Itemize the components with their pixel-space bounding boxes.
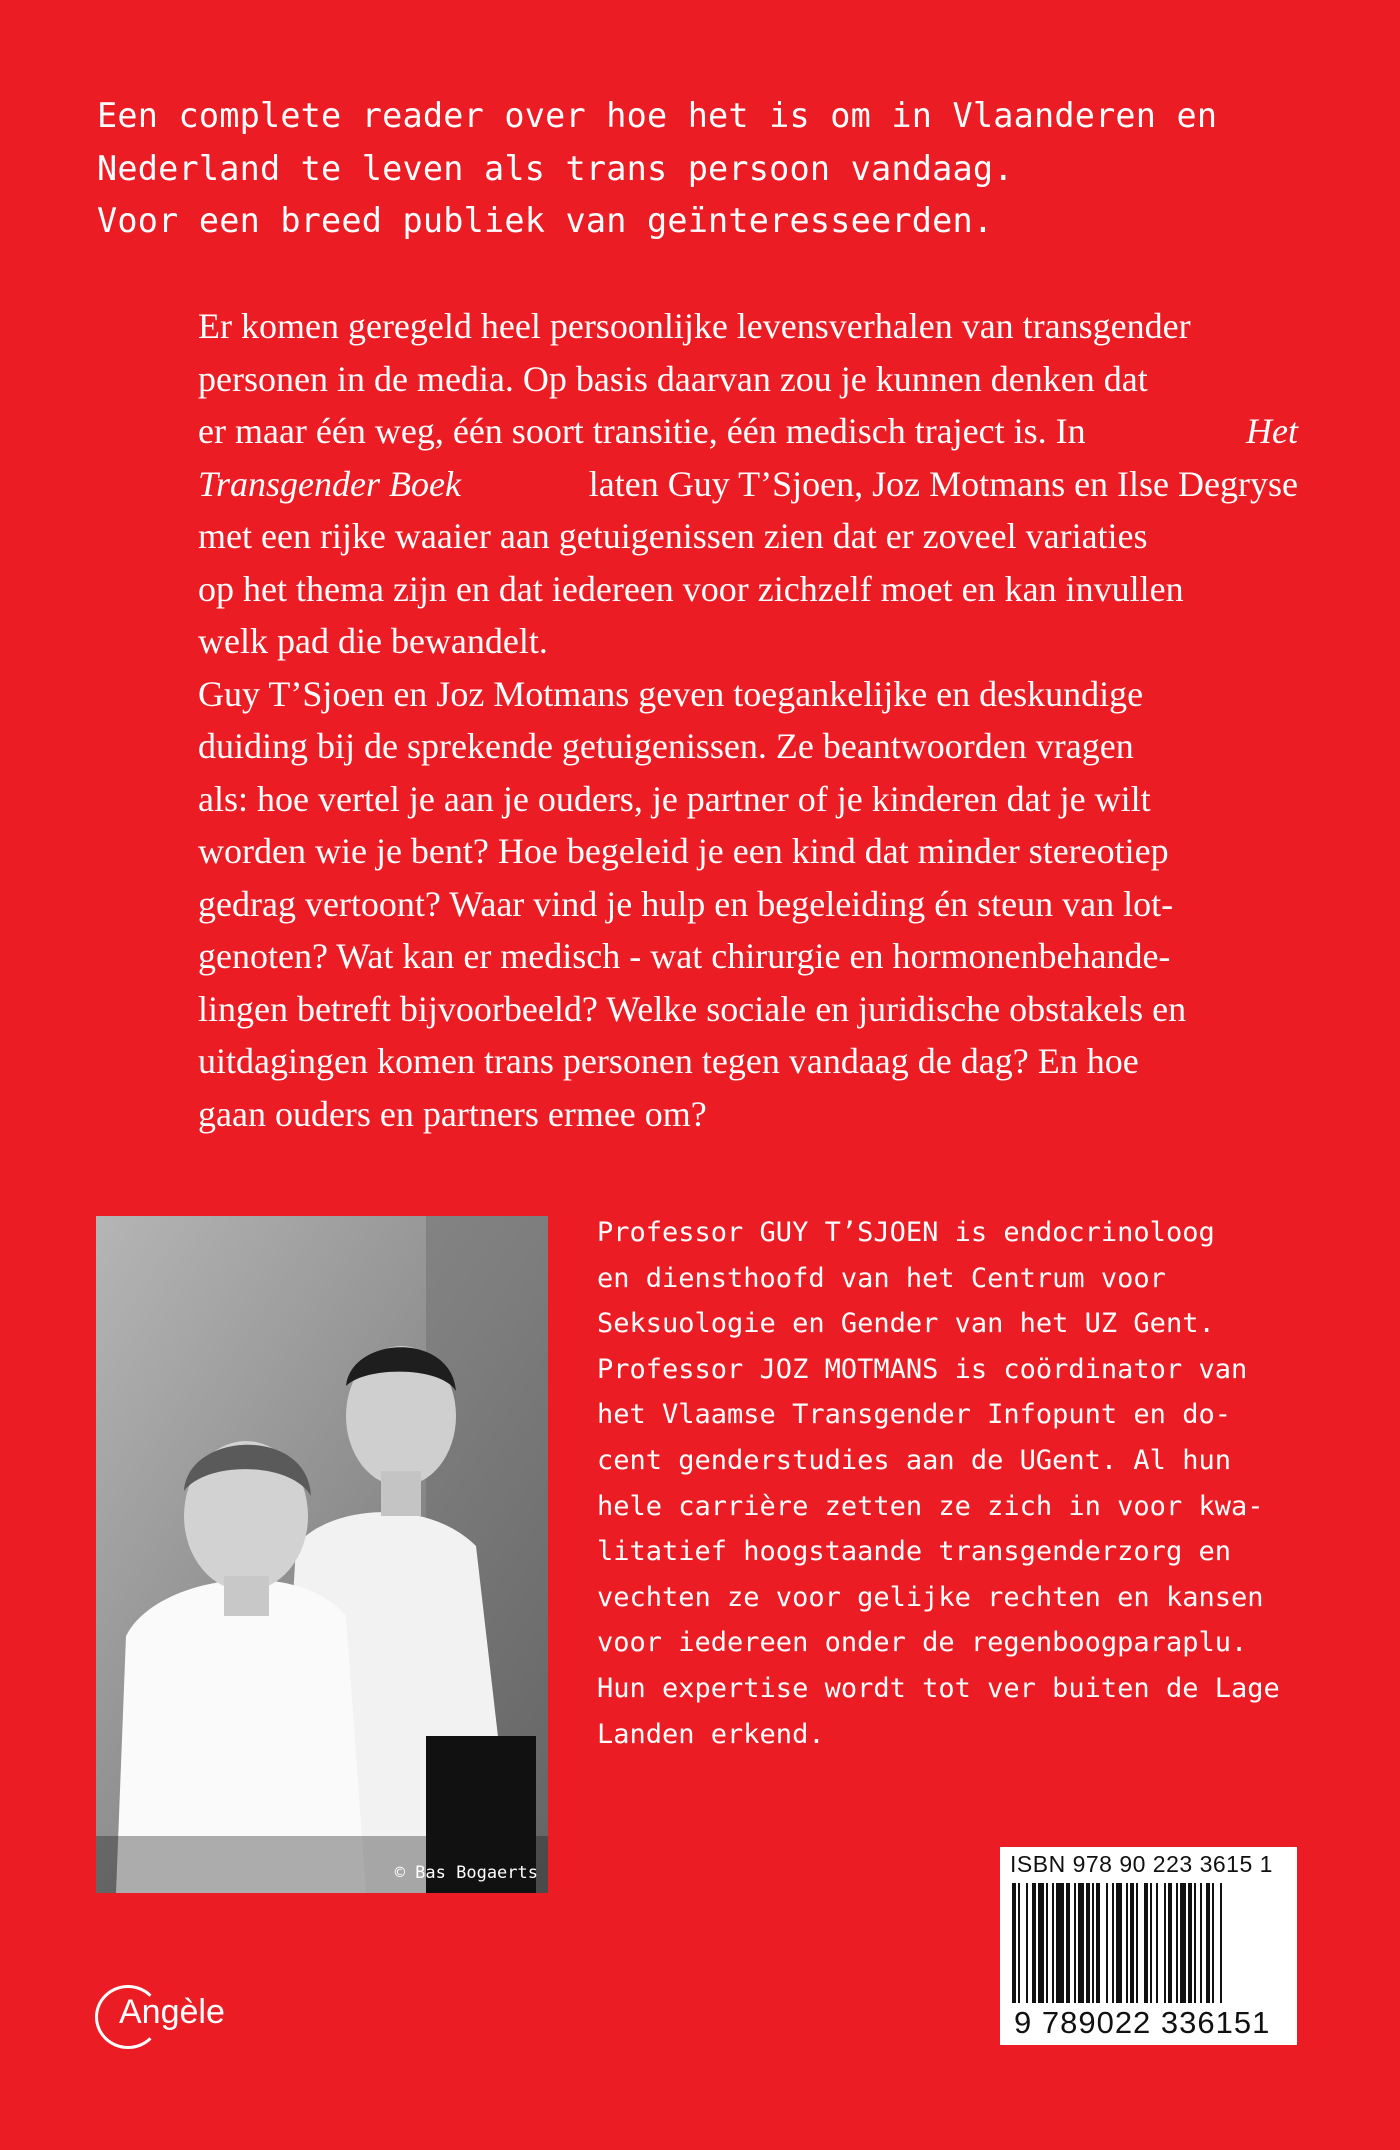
barcode-bar	[1116, 1883, 1122, 2003]
barcode-bar	[1164, 1883, 1166, 2003]
barcode-bar	[1096, 1883, 1100, 2003]
description-line: genoten? Wat kan er medisch - wat chirurgie en hormonenbehande-	[198, 936, 1171, 976]
barcode-bars	[1012, 1883, 1285, 2003]
barcode-bar	[1092, 1883, 1094, 2003]
barcode-bar	[1112, 1883, 1114, 2003]
barcode-bar	[1212, 1883, 1214, 2003]
bio-line: Seksuologie en Gender van het UZ Gent.	[597, 1308, 1215, 1340]
description-line: Er komen geregeld heel persoonlijke levensverhalen van transgender	[198, 306, 1191, 346]
description-line: Transgender Boek laten Guy T’Sjoen, Joz Motmans en Ilse Degryse	[198, 458, 1298, 511]
barcode-bar	[1026, 1883, 1028, 2003]
intro-line: Nederland te leven als trans persoon vandaag.	[97, 148, 1014, 188]
bio-line: cent genderstudies aan de UGent. Al hun	[597, 1444, 1231, 1476]
bio-line: Landen erkend.	[597, 1718, 825, 1750]
author-bio	[597, 1210, 1297, 1757]
description-line: lingen betreft bijvoorbeeld? Welke sociale en juridische obstakels en	[198, 988, 1187, 1029]
book-description	[198, 300, 1298, 1140]
description-line: duiding bij de sprekende getuigenissen. Ze beantwoorden vragen	[198, 726, 1134, 766]
barcode-bar	[1046, 1883, 1048, 2003]
description-line: als: hoe vertel je aan je ouders, je partner of je kinderen dat je wilt	[198, 778, 1151, 819]
intro-text	[97, 90, 1337, 248]
book-title-part: Het	[1246, 411, 1298, 451]
barcode-bar	[1074, 1883, 1076, 2003]
description-line: op het thema zijn en dat iedereen voor zichzelf moet en kan invullen	[198, 568, 1184, 609]
publisher-logo	[95, 1985, 235, 2055]
barcode-bar	[1144, 1883, 1148, 2003]
bio-line: en diensthoofd van het Centrum voor	[597, 1262, 1166, 1294]
barcode-bar	[1066, 1883, 1070, 2003]
barcode-bar	[1052, 1883, 1054, 2003]
barcode-bar	[1220, 1883, 1222, 2003]
author-photo-illustration	[96, 1216, 548, 1893]
author-photo	[96, 1216, 548, 1893]
bio-line: Professor JOZ MOTMANS is coördinator van	[597, 1353, 1248, 1385]
barcode-bar	[1018, 1883, 1020, 2003]
description-line: personen in de media. Op basis daarvan zou je kunnen denken dat	[198, 358, 1148, 399]
photo-credit: © Bas Bogaerts	[394, 1863, 538, 1883]
description-line: gedrag vertoont? Waar vind je hulp en begeleiding én steun van lot-	[198, 883, 1174, 924]
bio-line: hele carrière zetten ze zich in voor kwa-	[597, 1490, 1264, 1522]
description-line: Guy T’Sjoen en Joz Motmans geven toegankelijke en deskundige	[198, 673, 1144, 714]
bio-line: litatief hoogstaande transgenderzorg en	[597, 1536, 1231, 1568]
bio-line: Hun expertise wordt tot ver buiten de Lage	[597, 1672, 1280, 1704]
description-line: er maar één weg, één soort transitie, één medisch traject is. In Het	[198, 405, 1298, 458]
bio-line: Professor GUY T’SJOEN is endocrinoloog	[597, 1217, 1215, 1248]
barcode-bar	[1200, 1883, 1202, 2003]
barcode-bar	[1126, 1883, 1128, 2003]
barcode-digits: 9 789022 336151	[1014, 2005, 1271, 2040]
barcode-bar	[1086, 1883, 1090, 2003]
barcode-bar	[1012, 1883, 1016, 2003]
barcode-bar	[1188, 1883, 1192, 2003]
barcode-bar	[1106, 1883, 1108, 2003]
barcode-bar	[1176, 1883, 1178, 2003]
barcode-bar	[1038, 1883, 1044, 2003]
description-line: uitdagingen komen trans personen tegen vandaag de dag? En hoe	[198, 1041, 1139, 1081]
barcode-bar	[1168, 1883, 1172, 2003]
description-line: gaan ouders en partners ermee om?	[198, 1093, 707, 1134]
book-title-part: Transgender Boek	[198, 463, 461, 504]
bio-line: vechten ze voor gelijke rechten en kansen	[597, 1581, 1264, 1613]
bio-line: het Vlaamse Transgender Infopunt en do-	[597, 1399, 1231, 1431]
description-line: welk pad die bewandelt.	[198, 621, 548, 661]
barcode-bar	[1032, 1883, 1036, 2003]
barcode-bar	[1206, 1883, 1210, 2003]
publisher-name: Angèle	[119, 1993, 225, 2031]
barcode-bar	[1150, 1883, 1152, 2003]
isbn-label: ISBN 978 90 223 3615 1	[1010, 1851, 1273, 1877]
barcode-bar	[1130, 1883, 1134, 2003]
isbn-barcode	[1000, 1847, 1297, 2045]
barcode-bar	[1180, 1883, 1186, 2003]
barcode-bar	[1156, 1883, 1158, 2003]
barcode-bar	[1136, 1883, 1138, 2003]
bio-line: voor iedereen onder de regenboogparaplu.	[597, 1627, 1248, 1659]
barcode-bar	[1078, 1883, 1084, 2003]
barcode-bar	[1194, 1883, 1196, 2003]
description-line: met een rijke waaier aan getuigenissen zien dat er zoveel variaties	[198, 516, 1148, 556]
description-line: worden wie je bent? Hoe begeleid je een kind dat minder stereotiep	[198, 831, 1169, 871]
intro-line: Voor een breed publiek van geïnteresseerden.	[97, 201, 994, 240]
barcode-bar	[1056, 1883, 1064, 2003]
intro-line: Een complete reader over hoe het is om in Vlaanderen en	[97, 96, 1218, 135]
